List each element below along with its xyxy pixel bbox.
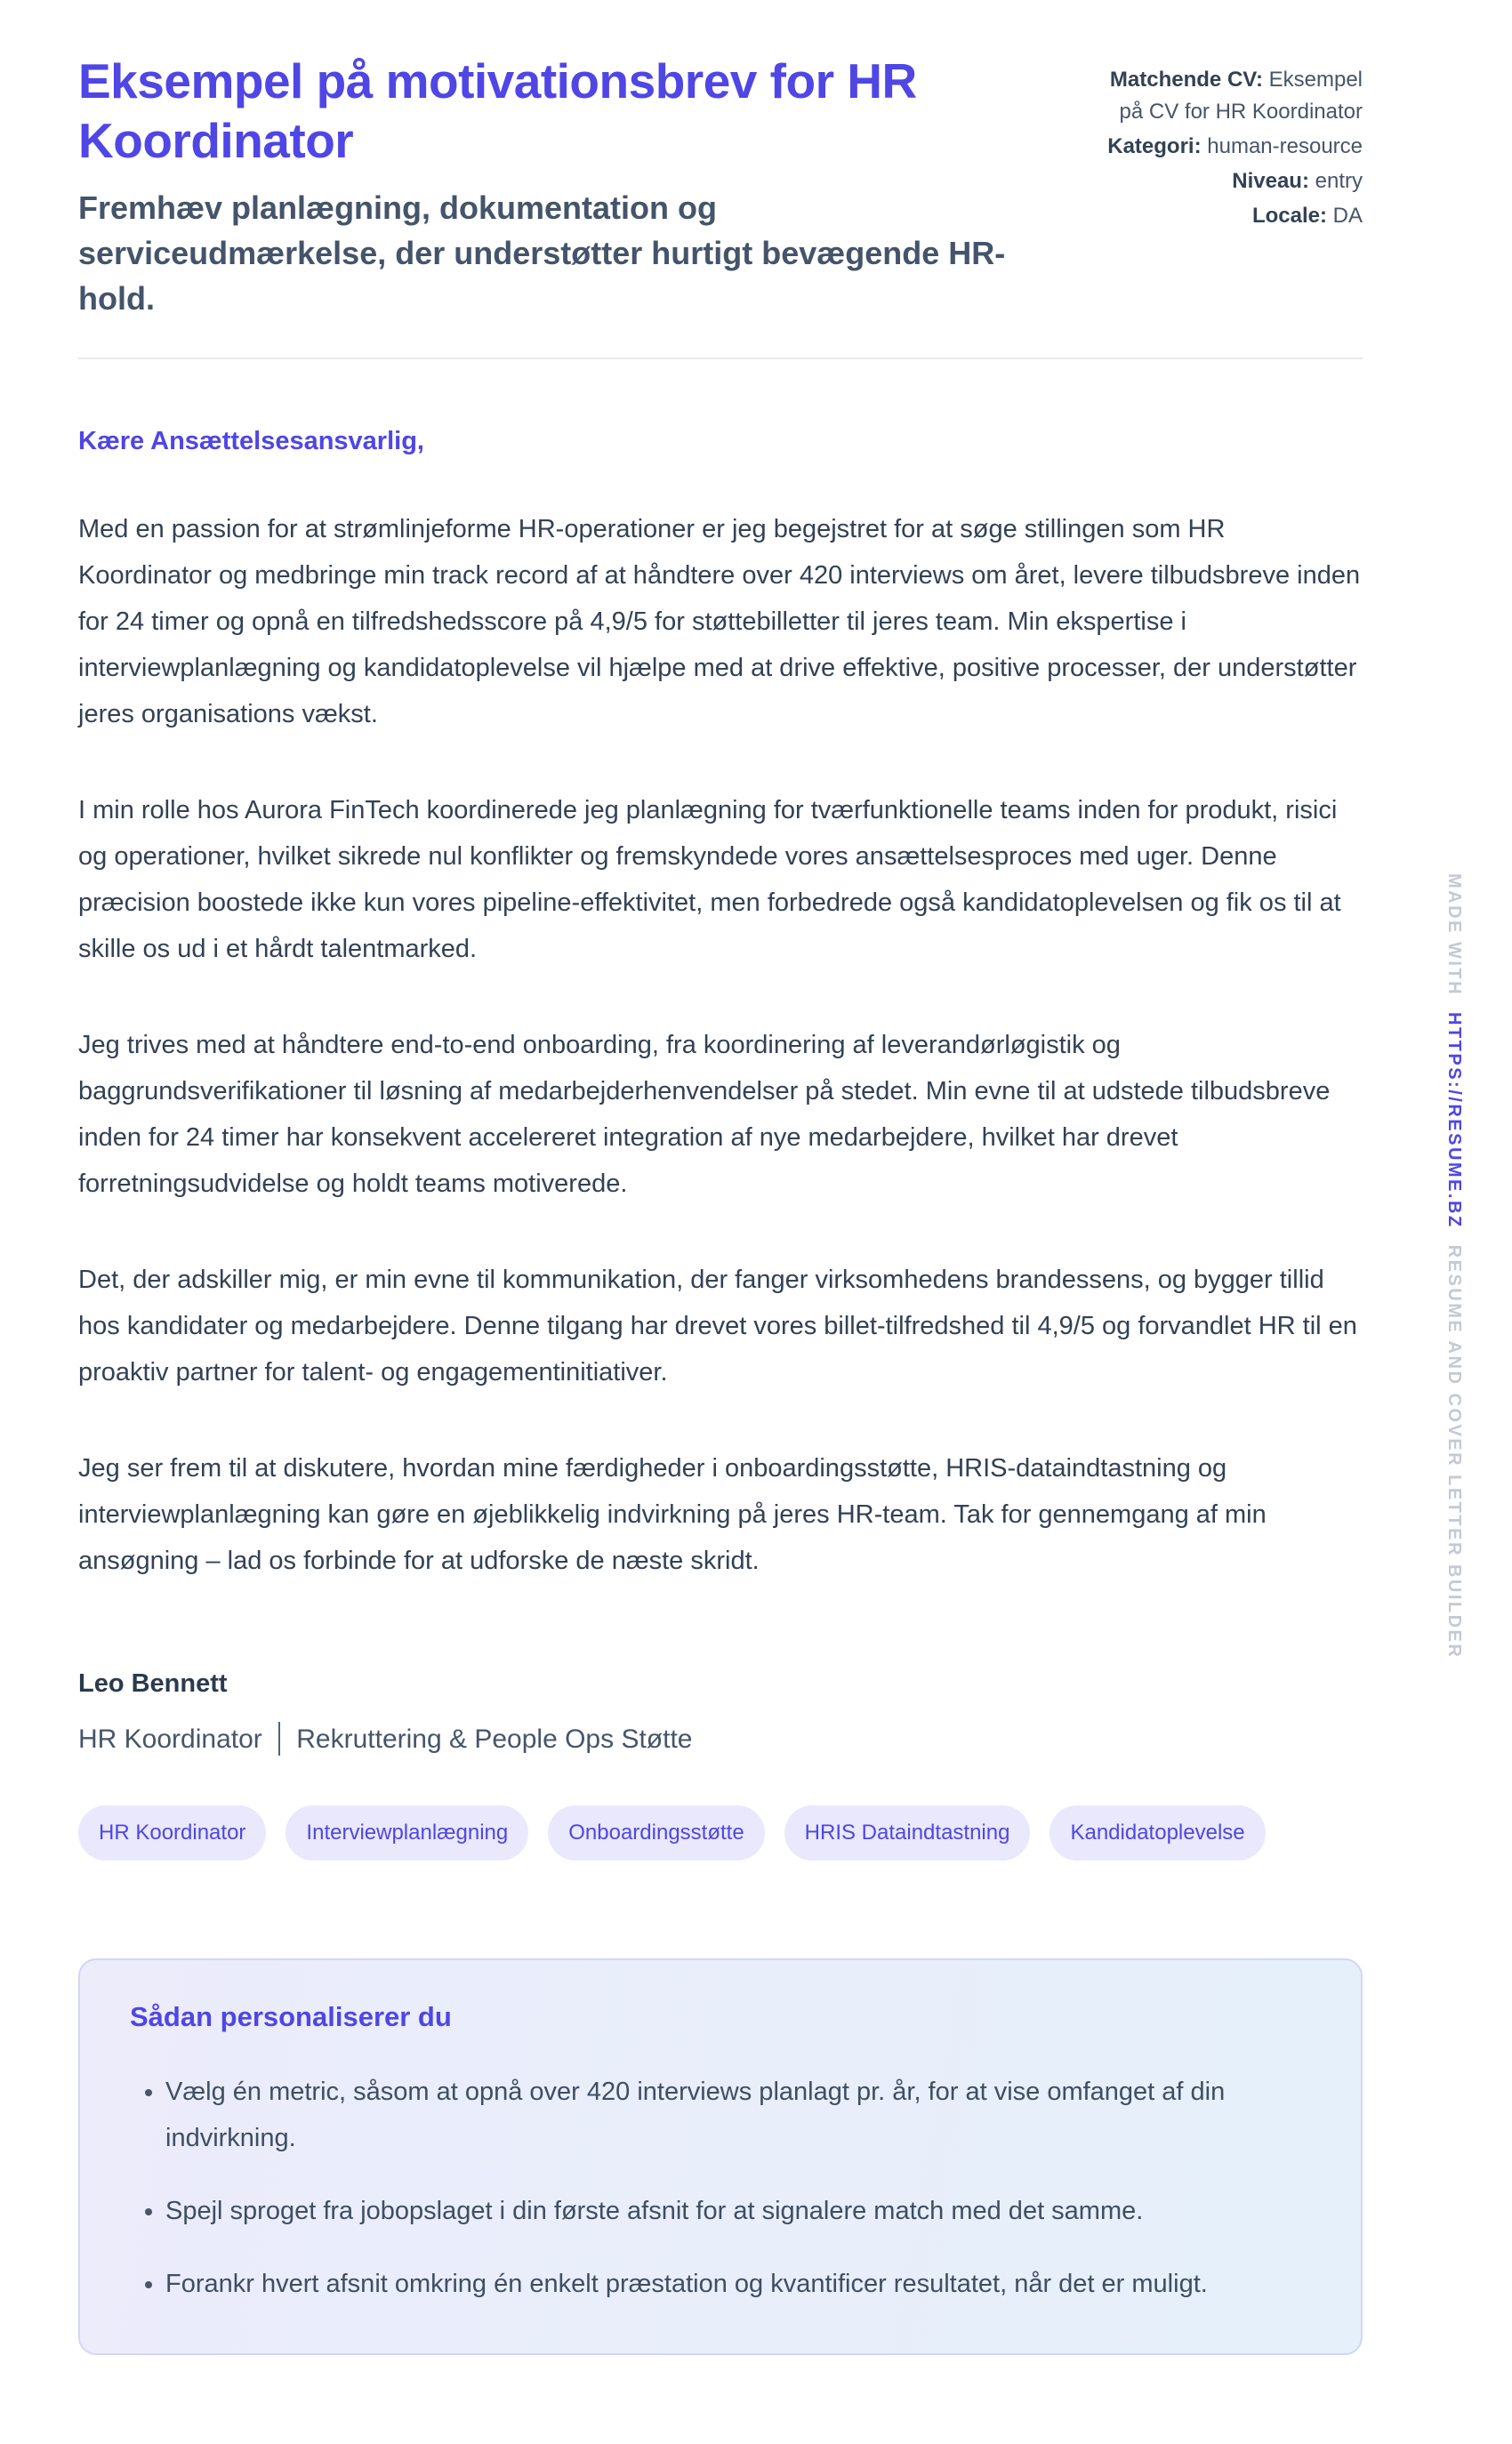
meta-row-category bbox=[1096, 131, 1363, 163]
watermark-made-with: MADE WITH bbox=[1444, 873, 1464, 997]
letter-paragraph-2: I min rolle hos Aurora FinTech koordinerede jeg planlægning for tværfunktionelle teams inden for produkt, risici og operationer, hvilket sikrede nul konflikter og fremskyndede vores ansættelsesproces med uger. Denne præcision boostede ikke kun vores pipeline-effektivitet, men forbedrede også kandidatoplevelsen og fik os til at skille os ud i et hårdt talentmarked. bbox=[78, 795, 1341, 963]
signature-role bbox=[78, 1722, 1363, 1756]
meta-row-matching-cv bbox=[1096, 64, 1363, 128]
watermark-resume-bz-link[interactable]: HTTPS://RESUME.BZ bbox=[1444, 1012, 1464, 1229]
meta-value: DA bbox=[1332, 204, 1363, 228]
meta-label: Locale: bbox=[1251, 204, 1327, 228]
tips-list bbox=[130, 2069, 1311, 2307]
meta-value: human-resource bbox=[1207, 134, 1363, 158]
letter-greeting: Kære Ansættelsesansvarlig, bbox=[78, 426, 424, 455]
letter-paragraph-4: Det, der adskiller mig, er min evne til kommunikation, der fanger virksomhedens brandessens, og bygger tillid hos kandidater og medarbejdere. Denne tilgang har drevet vores billet-tilfredshed til 4,9/5 og forvandlet HR til en proaktiv partner for talent- og engagementinitiativer. bbox=[78, 1265, 1357, 1387]
header-meta bbox=[1096, 52, 1363, 235]
skill-tags bbox=[78, 1805, 1363, 1861]
tip-item-3: • Forankr hvert afsnit omkring én enkelt præstation og kvantificer resultatet, når det er muligt. bbox=[165, 2261, 1311, 2307]
tip-item-1: • Vælg én metric, såsom at opnå over 420 interviews planlagt pr. år, for at vise omfanget af din indvirkning. bbox=[165, 2069, 1311, 2161]
page-subtitle: Fremhæv planlægning, dokumentation og serviceudmærkelse, der understøtter hurtigt bevægende HR-hold. bbox=[78, 189, 1006, 318]
letter-paragraph-1: Med en passion for at strømlinjeforme HR-operationer er jeg begejstret for at søge stillingen som HR Koordinator og medbringe min track record af at håndtere over 420 interviews om året, levere tilbudsbreve inden for 24 timer og opnå en tilfredshedsscore på 4,9/5 for støttebilletter til jeres team. Min ekspertise i interviewplanlægning og kandidatoplevelse vil hjælpe med at drive effektive, positive processer, der understøtter jeres organisations vækst. bbox=[78, 514, 1361, 728]
signature-role-title: HR Koordinator bbox=[78, 1724, 262, 1754]
meta-label: Niveau: bbox=[1232, 169, 1309, 193]
meta-row-level bbox=[1096, 165, 1363, 197]
tag-pill-hr-koordinator[interactable]: HR Koordinator bbox=[78, 1805, 266, 1861]
meta-value: Eksempel på CV for HR Koordinator bbox=[1119, 68, 1363, 124]
role-divider bbox=[278, 1722, 281, 1756]
tag-pill-kandidatoplevelse[interactable]: Kandidatoplevelse bbox=[1050, 1805, 1265, 1861]
personalization-tips-box bbox=[78, 1958, 1363, 2355]
header-left bbox=[78, 52, 1039, 322]
letter-paragraph-5: Jeg ser frem til at diskutere, hvordan mine færdigheder i onboardingsstøtte, HRIS-dataindtastning og interviewplanlægning kan gøre en øjeblikkelig indvirkning på jeres HR-team. Tak for gennemgang af min ansøgning – lad os forbinde for at udforske de næste skridt. bbox=[78, 1453, 1267, 1575]
watermark bbox=[1444, 873, 1464, 1659]
watermark-tagline: RESUME AND COVER LETTER BUILDER bbox=[1444, 1244, 1464, 1660]
header-divider bbox=[78, 358, 1363, 359]
meta-label: Matchende CV: bbox=[1109, 68, 1263, 92]
tag-pill-interviewplanlaegning[interactable]: Interviewplanlægning bbox=[286, 1805, 528, 1861]
tips-heading: Sådan personaliserer du bbox=[130, 2000, 452, 2032]
page-title: Eksempel på motivationsbrev for HR Koordinator bbox=[78, 53, 917, 169]
meta-row-locale bbox=[1096, 200, 1363, 232]
tag-pill-onboardingsstoette[interactable]: Onboardingsstøtte bbox=[548, 1805, 764, 1861]
letter-paragraph-3: Jeg trives med at håndtere end-to-end onboarding, fra koordinering af leverandørløgistik og baggrundsverifikationer til løsning af medarbejderhenvendelser på stedet. Min evne til at udstede tilbudsbreve inden for 24 timer har konsekvent accelereret integration af nye medarbejdere, hvilket har drevet forretningsudvidelse og holdt teams motiverede. bbox=[78, 1030, 1331, 1198]
meta-label: Kategori: bbox=[1107, 134, 1202, 158]
tag-pill-hris-dataindtastning[interactable]: HRIS Dataindtastning bbox=[784, 1805, 1031, 1861]
tip-item-2: • Spejl sproget fra jobopslaget i din første afsnit for at signalere match med det samme. bbox=[165, 2188, 1311, 2234]
meta-value: entry bbox=[1315, 169, 1363, 193]
signature-name: Leo Bennett bbox=[78, 1668, 228, 1698]
signature-role-subtitle: Rekruttering & People Ops Støtte bbox=[296, 1724, 693, 1754]
letter-body bbox=[78, 427, 1363, 1756]
header bbox=[78, 52, 1363, 322]
